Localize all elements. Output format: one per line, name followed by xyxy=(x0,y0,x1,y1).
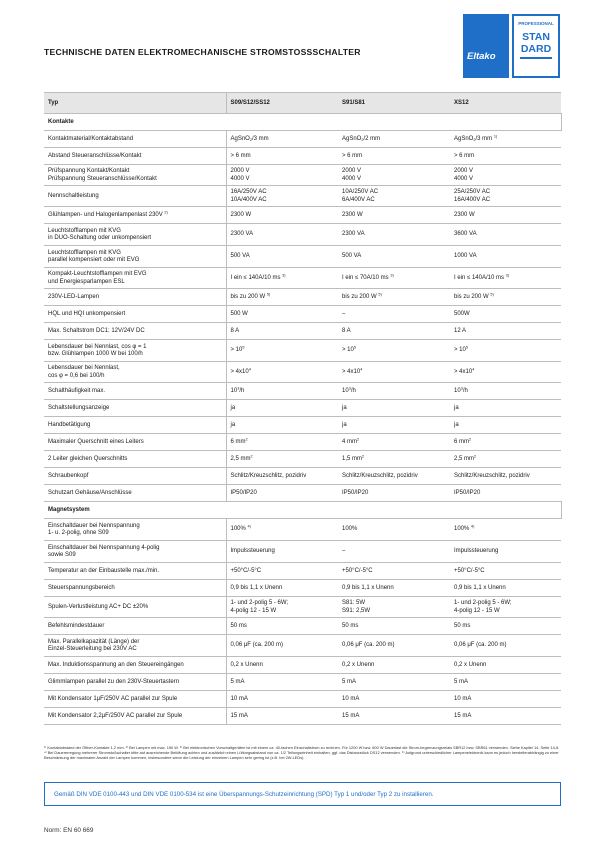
row-label: Max. Schaltstrom DC1: 12V/24V DC xyxy=(44,323,226,340)
table-row xyxy=(44,207,561,224)
row-label: Leuchtstofflampen mit KVG parallel kompensiert oder mit EVG xyxy=(44,246,226,268)
row-value: 2300 VA xyxy=(226,224,338,246)
row-value: 5 mA xyxy=(226,674,338,691)
spd-notice-text: Gemäß DIN VDE 0100-443 und DIN VDE 0100-534 ist eine Überspannungs-Schutzeinrichtung (SPD) Typ 1 und/oder Typ 2 zu installieren. xyxy=(54,790,434,798)
row-value: bis zu 200 W $^{5)}$ xyxy=(450,289,561,306)
row-value: 50 ms xyxy=(226,618,338,635)
row-label: Mit Kondensator 1μF/250V AC parallel zur Spule xyxy=(44,691,226,708)
row-value: 10A/250V AC 6A/400V AC xyxy=(338,186,450,207)
table-row xyxy=(44,451,561,468)
footnotes: ¹⁾ Kontaktabstand der Öffner-Kontakte 1,2 mm. ²⁾ Bei Lampen mit max. 150 W. ³⁾ Bei elektronischen Vorschaltgeräten ist mit einem ca. 40-fachen Einschaltstrom zu rechnen. Für 1200 W bzw. 600 W Dauerlast die Strom-begrenzungsrelais SBR12 bzw. SBR61 verwenden. Siehe Kapitel 14, Seite 14-8. ⁴⁾ Bei Dauererregung mehrerer Stromstoßschalter bitte auf ausreichende Belüftung achten und zusätzlich einen Lüftungsabstand von ca. 1/2 Teilungseinheit einhalten, ggf. das Distanzstück DS12 verwenden. ⁵⁾ Aufgrund unterschiedlicher Lampenelektronik kann es jedoch herstellerabhängig zu einer Beschränkung der maximalen Anzahl der Lampen kommen, insbesondere wenn die Leistung der einzelnen Lampen sehr gering ist (z.B. bei 2W-LEDs). xyxy=(44,745,560,761)
row-value: 2300 VA xyxy=(338,224,450,246)
row-label: Glimmlampen parallel zu den 230V-Steuertastern xyxy=(44,674,226,691)
row-value: 25A/250V AC 16A/400V AC xyxy=(450,186,561,207)
section-row xyxy=(44,502,561,519)
row-value: ja xyxy=(338,400,450,417)
badge-dard-label: DARD xyxy=(520,43,552,55)
table-row xyxy=(44,131,561,148)
row-value: 10 mA xyxy=(226,691,338,708)
table-row xyxy=(44,635,561,657)
row-label: Kompakt-Leuchtstofflampen mit EVG und Energiesparlampen ESL xyxy=(44,268,226,289)
row-value: Schlitz/Kreuzschlitz, pozidriv xyxy=(226,468,338,485)
row-value: 0,9 bis 1,1 x Unenn xyxy=(226,580,338,597)
row-value: 100% $^{4)}$ xyxy=(226,519,338,541)
technical-data-table xyxy=(44,92,562,725)
row-value: 0,2 x Unenn xyxy=(450,657,561,674)
row-value: 0,9 bis 1,1 x Unenn xyxy=(450,580,561,597)
row-label: HQL und HQI unkompensiert xyxy=(44,306,226,323)
row-value: +50°C/-5°C xyxy=(450,563,561,580)
table-row xyxy=(44,563,561,580)
table-row xyxy=(44,434,561,451)
table-row xyxy=(44,541,561,563)
row-value: 16A/250V AC 10A/400V AC xyxy=(226,186,338,207)
table-row xyxy=(44,246,561,268)
row-value: ja xyxy=(450,400,561,417)
table-row xyxy=(44,597,561,618)
row-value: 1000 VA xyxy=(450,246,561,268)
row-label: Max. Parallelkapazität (Länge) der Einzel-Steuerleitung bei 230V AC xyxy=(44,635,226,657)
row-label: Temperatur an der Einbaustelle max./min. xyxy=(44,563,226,580)
row-value: 500 VA xyxy=(338,246,450,268)
row-value: 3600 VA xyxy=(450,224,561,246)
row-label: Mit Kondensator 2,2μF/250V AC parallel zur Spule xyxy=(44,708,226,725)
table-row xyxy=(44,674,561,691)
page-title: TECHNISCHE DATEN ELEKTROMECHANISCHE STROMSTOSSSCHALTER xyxy=(44,47,361,57)
row-value: 2000 V 4000 V xyxy=(226,165,338,186)
row-label: Schalthäufigkeit max. xyxy=(44,383,226,400)
row-label: Nennschaltleistung xyxy=(44,186,226,207)
row-value: Schlitz/Kreuzschlitz, pozidriv xyxy=(450,468,561,485)
row-value: 6 $mm^2$ xyxy=(450,434,561,451)
table-row xyxy=(44,708,561,725)
section-title: Magnetsystem xyxy=(44,502,561,519)
row-value: 2000 V 4000 V xyxy=(338,165,450,186)
section-row xyxy=(44,114,561,131)
row-label: Schutzart Gehäuse/Anschlüsse xyxy=(44,485,226,502)
row-value: 500W xyxy=(450,306,561,323)
row-value: – xyxy=(338,541,450,563)
row-value: 1- und 2-polig 5 - 6W; 4-polig 12 - 15 W xyxy=(226,597,338,618)
row-value: 2300 W xyxy=(226,207,338,224)
row-value: > $10^5$ xyxy=(338,340,450,362)
row-value: 8 A xyxy=(226,323,338,340)
table-row xyxy=(44,691,561,708)
row-value: 1- und 2-polig 5 - 6W; 4-polig 12 - 15 W xyxy=(450,597,561,618)
row-value: 2,5 $mm^2$ xyxy=(226,451,338,468)
table-row xyxy=(44,417,561,434)
row-value: 15 mA xyxy=(226,708,338,725)
row-value: $10^3/h$ xyxy=(338,383,450,400)
row-value: S81: 5W S91: 2,5W xyxy=(338,597,450,618)
row-value: 5 mA xyxy=(338,674,450,691)
row-label: Schraubenkopf xyxy=(44,468,226,485)
eltako-logo xyxy=(463,14,560,78)
row-value: 0,06 μF (ca. 200 m) xyxy=(226,635,338,657)
row-value: 0,9 bis 1,1 x Unenn xyxy=(338,580,450,597)
row-value: Impulssteuerung xyxy=(226,541,338,563)
row-label: Spulen-Verlustleistung AC+ DC ±20% xyxy=(44,597,226,618)
row-label: Maximaler Querschnitt eines Leiters xyxy=(44,434,226,451)
table-row xyxy=(44,323,561,340)
row-value: I ein ≤ 140A/10 ms $^{3)}$ xyxy=(226,268,338,289)
row-value: 15 mA xyxy=(338,708,450,725)
row-value: I ein ≤ 140A/10 ms $^{3)}$ xyxy=(450,268,561,289)
row-value: 8 A xyxy=(338,323,450,340)
row-value: 0,06 μF (ca. 200 m) xyxy=(338,635,450,657)
row-value: I ein ≤ 70A/10 ms $^{3)}$ xyxy=(338,268,450,289)
row-value: 6 $mm^2$ xyxy=(226,434,338,451)
row-value: 4 $mm^2$ xyxy=(338,434,450,451)
row-label: Lebensdauer bei Nennlast, cos φ = 0,6 bei 100/h xyxy=(44,362,226,383)
header-model: S91/S81 xyxy=(338,93,450,114)
row-value: 2300 W xyxy=(450,207,561,224)
table-row xyxy=(44,224,561,246)
header-model: XS12 xyxy=(450,93,561,114)
table-row xyxy=(44,340,561,362)
row-value: ja xyxy=(226,400,338,417)
professional-standard-badge xyxy=(512,14,560,78)
row-value: 1,5 $mm^2$ xyxy=(338,451,450,468)
table-row xyxy=(44,383,561,400)
row-value: +50°C/-5°C xyxy=(226,563,338,580)
table-row xyxy=(44,580,561,597)
row-value: 500 W xyxy=(226,306,338,323)
row-value: 0,2 x Unenn xyxy=(226,657,338,674)
row-value: 50 ms xyxy=(450,618,561,635)
row-value: AgSnO$_2$/3 mm $^{1)}$ xyxy=(450,131,561,148)
row-value: bis zu 200 W $^{5)}$ xyxy=(338,289,450,306)
row-value: $10^3/h$ xyxy=(450,383,561,400)
row-value: > 6 mm xyxy=(338,148,450,165)
row-label: 230V-LED-Lampen xyxy=(44,289,226,306)
table-row xyxy=(44,289,561,306)
table-row xyxy=(44,362,561,383)
row-label: Schaltstellungsanzeige xyxy=(44,400,226,417)
row-value: 2000 V 4000 V xyxy=(450,165,561,186)
norm-reference: Norm: EN 60 669 xyxy=(44,827,94,834)
table-header-row xyxy=(44,93,561,114)
table-row xyxy=(44,618,561,635)
row-value: 2300 W xyxy=(338,207,450,224)
row-label: Kontaktmaterial/Kontaktabstand xyxy=(44,131,226,148)
row-value: 100% xyxy=(338,519,450,541)
row-value: – xyxy=(338,306,450,323)
row-value: 2,5 $mm^2$ xyxy=(450,451,561,468)
row-value: Schlitz/Kreuzschlitz, pozidriv xyxy=(338,468,450,485)
table-row xyxy=(44,519,561,541)
row-label: Glühlampen- und Halogenlampenlast 230V $^{2)}$ xyxy=(44,207,226,224)
header-model: S09/S12/SS12 xyxy=(226,93,338,114)
table-row xyxy=(44,657,561,674)
row-value: 50 ms xyxy=(338,618,450,635)
row-value: ja xyxy=(338,417,450,434)
row-value: > $4x10^4$ xyxy=(338,362,450,383)
header-type: Typ xyxy=(44,93,226,114)
row-label: Abstand Steueranschlüsse/Kontakt xyxy=(44,148,226,165)
section-title: Kontakte xyxy=(44,114,561,131)
row-label: 2 Leiter gleichen Querschnitts xyxy=(44,451,226,468)
row-value: +50°C/-5°C xyxy=(338,563,450,580)
row-value: > $4x10^4$ xyxy=(226,362,338,383)
badge-underline xyxy=(520,57,552,59)
badge-professional-label: PROFESSIONAL xyxy=(518,21,554,26)
row-value: 15 mA xyxy=(450,708,561,725)
row-value: Impulssteuerung xyxy=(450,541,561,563)
row-value: 5 mA xyxy=(450,674,561,691)
row-value: IP50/IP20 xyxy=(450,485,561,502)
row-label: Leuchtstofflampen mit KVG in DUO-Schaltung oder unkompensiert xyxy=(44,224,226,246)
table-row xyxy=(44,148,561,165)
table-row xyxy=(44,268,561,289)
row-label: Max. Induktionsspannung an den Steuereingängen xyxy=(44,657,226,674)
table-row xyxy=(44,165,561,186)
row-value: AgSnO$_2$/2 mm xyxy=(338,131,450,148)
row-value: ja xyxy=(226,417,338,434)
row-label: Handbetätigung xyxy=(44,417,226,434)
row-value: > $10^5$ xyxy=(226,340,338,362)
row-label: Lebensdauer bei Nennlast, cos φ = 1 bzw. Glühlampen 1000 W bei 100/h xyxy=(44,340,226,362)
table-row xyxy=(44,400,561,417)
row-value: 500 VA xyxy=(226,246,338,268)
table-row xyxy=(44,485,561,502)
row-value: IP50/IP20 xyxy=(338,485,450,502)
row-value: 0,2 x Unenn xyxy=(338,657,450,674)
row-label: Befehlsmindestdauer xyxy=(44,618,226,635)
row-value: 12 A xyxy=(450,323,561,340)
row-value: AgSnO$_2$/3 mm xyxy=(226,131,338,148)
row-value: $10^3/h$ xyxy=(226,383,338,400)
logo-brand-name: Eltako xyxy=(467,51,496,62)
row-label: Steuerspannungsbereich xyxy=(44,580,226,597)
row-value: > $10^5$ xyxy=(450,340,561,362)
table-row xyxy=(44,468,561,485)
spd-notice-box xyxy=(44,782,561,806)
row-value: 10 mA xyxy=(450,691,561,708)
row-value: > 6 mm xyxy=(226,148,338,165)
row-value: bis zu 200 W $^{5)}$ xyxy=(226,289,338,306)
row-label: Prüfspannung Kontakt/Kontakt Prüfspannung Steueranschlüsse/Kontakt xyxy=(44,165,226,186)
row-value: > 6 mm xyxy=(450,148,561,165)
row-value: IP50/IP20 xyxy=(226,485,338,502)
row-value: 100% $^{4)}$ xyxy=(450,519,561,541)
row-label: Einschaltdauer bei Nennspannung 4-polig sowie S09 xyxy=(44,541,226,563)
row-value: 0,06 μF (ca. 200 m) xyxy=(450,635,561,657)
row-value: > $4x10^4$ xyxy=(450,362,561,383)
row-value: 10 mA xyxy=(338,691,450,708)
row-label: Einschaltdauer bei Nennspannung 1- u. 2-polig, ohne S09 xyxy=(44,519,226,541)
logo-brand-panel xyxy=(463,14,509,78)
table-row xyxy=(44,186,561,207)
table-row xyxy=(44,306,561,323)
row-value: ja xyxy=(450,417,561,434)
badge-stan-label: STAN xyxy=(522,31,550,43)
